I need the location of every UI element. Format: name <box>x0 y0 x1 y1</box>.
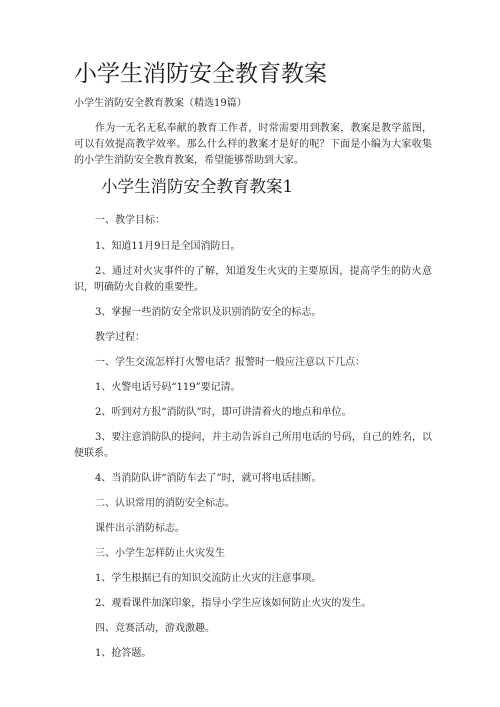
paragraph-step-1-2: 2、听到对方报“消防队”时，即可讲清着火的地点和单位。 <box>95 407 352 418</box>
document-title: 小学生消防安全教育教案 <box>74 61 327 87</box>
paragraph-step-3-1: 1、学生根据已有的知识交流防止火灾的注意事项。 <box>95 573 322 584</box>
paragraph-step-4-1: 1、抢答题。 <box>95 648 152 659</box>
paragraph-step-1-1: 1、火警电话号码“119”要记清。 <box>95 382 241 393</box>
paragraph-goal-2: 2、通过对火灾事件的了解，知道发生火灾的主要原因，提高学生的防火意识，明确防火自救的重要性。 <box>74 266 432 293</box>
paragraph-step-1: 一、学生交流怎样打火警电话？报警时一般应注意以下几点： <box>95 357 365 368</box>
paragraph-step-4: 四、竞赛活动，游戏激趣。 <box>95 623 215 634</box>
paragraph-goal-3: 3、掌握一些消防安全常识及识别消防安全的标志。 <box>95 307 322 318</box>
paragraph-step-1-4: 4、当消防队讲“消防车去了”时，就可将电话挂断。 <box>95 473 322 484</box>
intro-paragraph: 作为一无名无私奉献的教育工作者，时常需要用到教案，教案是教学蓝图，可以有效提高教学效率。那么什么样的教案才是好的呢？下面是小编为大家收集的小学生消防安全教育教案，希望能够帮助到大家。 <box>74 123 432 166</box>
section-heading: 小学生消防安全教育教案1 <box>101 177 293 196</box>
paragraph-teaching-goal: 一、教学目标： <box>95 215 165 226</box>
paragraph-step-2: 二、认识常用的消防安全标志。 <box>95 498 235 509</box>
paragraph-goal-1: 1、知道11月9日是全国消防日。 <box>95 241 241 252</box>
paragraph-step-3: 三、小学生怎样防止火灾发生 <box>95 548 225 559</box>
paragraph-step-3-2: 2、观看课件加深印象，指导小学生应该如何防止火灾的发生。 <box>95 598 372 609</box>
paragraph-teaching-process: 教学过程： <box>95 332 145 343</box>
paragraph-step-1-3: 3、要注意消防队的提问，并主动告诉自己所用电话的号码，自己的姓名，以便联系。 <box>74 432 432 459</box>
document-subtitle: 小学生消防安全教育教案（精选19篇） <box>74 98 247 109</box>
paragraph-step-2-1: 课件出示消防标志。 <box>95 523 185 534</box>
